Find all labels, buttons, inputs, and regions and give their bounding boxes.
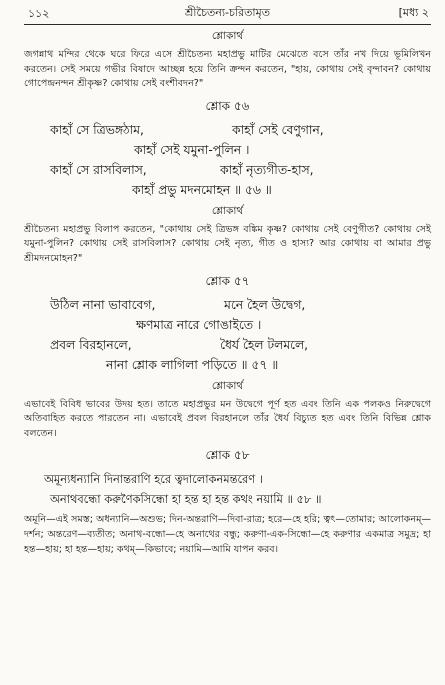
verse-sanskrit-line: অনাথবন্ধো করুণৈকসিন্ধো হা হন্ত হা হন্ত কথং নয়ামি ॥ ৫৮ ॥ [50,492,322,507]
verse-line [24,489,431,509]
verse-line [24,335,431,355]
page-header [24,0,431,25]
verse-center: ক্ষণমাত্র নারে গোঙাইতে । [136,317,262,332]
verse-half-left: প্রবল বিরহানলে, [50,337,132,352]
verse-half-right: কাহাঁ সেই বেণুগান, [232,122,324,137]
page-number: ১১২ [28,7,50,20]
translation-paragraph: জগন্নাথ মন্দির থেকে ঘরে ফিরে এসে শ্রীচৈতন্য মহাপ্রভু মাটির মেঝেতে বসে তাঁর নখ দিয়ে ভূমিলিখন করতেন। সেই সময়ে গভীর বিষাদে আচ্ছন্ন হয়ে তিনি ক্রন্দন করতেন, "হায়, কোথায় সেই বৃন্দাবন? কোথায় গোপেন্দ্রনন্দন শ্রীকৃষ্ণ? কোথায় সেই বংশীবদন?" [24,49,431,90]
verse-line [24,295,431,315]
verse-sanskrit-line: অমূন্যধন্যানি দিনান্তরাণি হরে ত্বদালোকনমন্তরেণ । [44,472,263,487]
verse-block [24,295,431,375]
verse-center: নানা শ্লোক লাগিলা পড়িতে ॥ ৫৭ ॥ [106,357,279,372]
verse-half-left: কাহাঁ সে ত্রিভঙ্গঠাম, [50,122,144,137]
verse-block [24,120,431,200]
verse-line [24,160,431,180]
word-meanings: অমূনি—এই সমস্ত; অধন্যানি—অশুভ; দিন-অন্তরাণি—দিবা-রাত্র; হরে—হে হরি; ত্বৎ—তোমার; আলোকনম্—দর্শন; অন্তরেণ—ব্যতীত; অনাথ-বন্ধো—হে অনাথের বন্ধু; করুণা-এক-সিন্ধো—হে করুণার একমাত্র সমুদ্র; হা হন্ত—হায়; হা হন্ত—হায়; কথম্—কিভাবে; নয়ামি—আমি যাপন করব। [24,514,431,556]
verse-half-left: কাহাঁ সে রাসবিলাস, [50,162,147,177]
verse-line [24,120,431,140]
verse-line [24,355,431,375]
verse-line [24,180,431,200]
translation-paragraph: শ্রীচৈতন্য মহাপ্রভু বিলাপ করতেন, "কোথায় সেই ত্রিভঙ্গ বঙ্কিম কৃষ্ণ? কোথায় সেই বেণুগীত? কোথায় সেই যমুনা-পুলিন? কোথায় সেই রাসবিলাস? কোথায় সেই নৃত্য, গীত ও হাস্য? আর কোথায় বা আমার প্রভু শ্রীমদনমোহন?" [24,223,431,264]
verse-block [24,469,431,509]
verse-center: কাহাঁ সেই যমুনা-পুলিন । [134,142,250,157]
verse-half-right: কাহাঁ নৃত্যগীত-হাস, [220,162,314,177]
section-heading: শ্লোকার্থ [211,204,244,217]
verse-half-right: ধৈর্য হৈল টলমলে, [220,337,309,352]
verse-heading: শ্লোক ৫৬ [205,98,250,113]
verse-heading: শ্লোক ৫৭ [205,273,250,288]
verse-center: কাহাঁ প্রভু মদনমোহন ॥ ৫৬ ॥ [132,182,272,197]
verse-line [24,469,431,489]
section-heading: শ্লোকার্থ [211,30,244,42]
verse-line [24,140,431,160]
chapter-label: [মধ্য ২ [398,6,429,19]
verse-half-left: উঠিল নানা ভাবাবেগ, [50,297,156,312]
verse-line [24,315,431,335]
verse-heading: শ্লোক ৫৮ [205,448,250,463]
translation-paragraph: এভাবেই বিবিধ ভাবের উদয় হত। তাতে মহাপ্রভুর মন উদ্বেগে পূর্ণ হত এবং তিনি এক পলকও নিরুদ্বেগে অতিবাহিত করতে পারতেন না। এভাবেই প্রবল বিরহানলে তাঁর ধৈর্য বিচ্যুত হত এবং তিনি বিভিন্ন শ্লোক বলতেন। [24,398,431,439]
book-title: শ্রীচৈতন্য-চরিতামৃত [185,6,270,19]
verse-half-right: মনে হৈল উদ্বেগ, [224,297,306,312]
section-heading: শ্লোকার্থ [211,379,244,392]
